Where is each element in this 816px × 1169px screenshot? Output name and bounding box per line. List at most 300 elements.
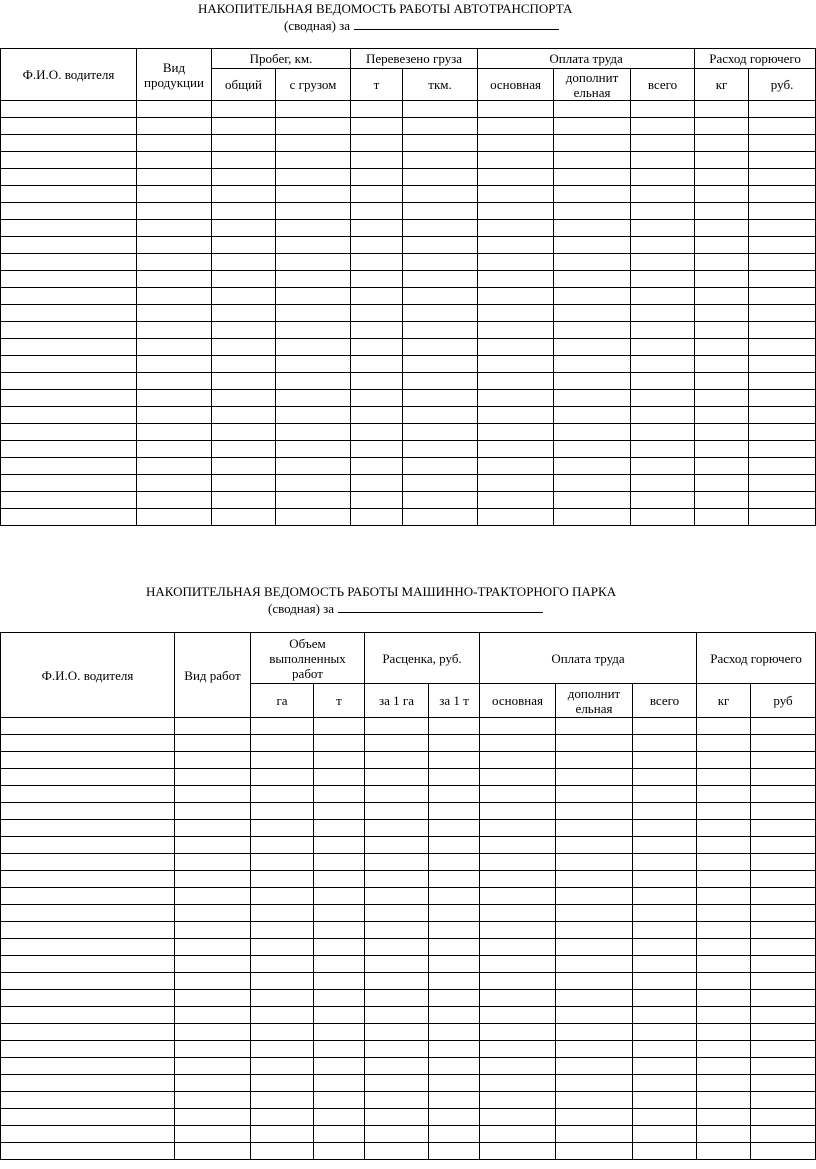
table-cell[interactable] (556, 905, 633, 922)
table-cell[interactable] (175, 837, 251, 854)
table-cell[interactable] (554, 475, 631, 492)
table-cell[interactable] (212, 492, 276, 509)
table-cell[interactable] (1, 871, 175, 888)
table-cell[interactable] (429, 820, 480, 837)
table-cell[interactable] (480, 837, 556, 854)
table-cell[interactable] (631, 101, 695, 118)
table-cell[interactable] (631, 220, 695, 237)
table-cell[interactable] (751, 973, 816, 990)
table-cell[interactable] (137, 288, 212, 305)
table-cell[interactable] (212, 203, 276, 220)
table-cell[interactable] (554, 169, 631, 186)
table-cell[interactable] (631, 118, 695, 135)
table-cell[interactable] (1, 322, 137, 339)
table-cell[interactable] (137, 390, 212, 407)
table-cell[interactable] (556, 939, 633, 956)
table-cell[interactable] (697, 990, 751, 1007)
table-cell[interactable] (365, 939, 429, 956)
table-cell[interactable] (403, 441, 478, 458)
table-cell[interactable] (314, 1143, 365, 1160)
table-cell[interactable] (697, 769, 751, 786)
table-cell[interactable] (429, 769, 480, 786)
table-cell[interactable] (1, 1007, 175, 1024)
table-cell[interactable] (276, 237, 351, 254)
table-cell[interactable] (314, 752, 365, 769)
table-cell[interactable] (276, 424, 351, 441)
table-cell[interactable] (429, 1041, 480, 1058)
table-cell[interactable] (633, 1075, 697, 1092)
table-cell[interactable] (137, 458, 212, 475)
table-cell[interactable] (403, 390, 478, 407)
table-cell[interactable] (403, 407, 478, 424)
table-cell[interactable] (697, 888, 751, 905)
table-cell[interactable] (695, 288, 749, 305)
table-cell[interactable] (554, 271, 631, 288)
table-cell[interactable] (403, 220, 478, 237)
table-cell[interactable] (175, 803, 251, 820)
table-cell[interactable] (276, 152, 351, 169)
table-cell[interactable] (251, 1058, 314, 1075)
table-cell[interactable] (695, 169, 749, 186)
table-cell[interactable] (276, 271, 351, 288)
table-cell[interactable] (251, 1092, 314, 1109)
table-cell[interactable] (556, 769, 633, 786)
table-cell[interactable] (1, 441, 137, 458)
table-cell[interactable] (478, 492, 554, 509)
table-cell[interactable] (276, 169, 351, 186)
table-cell[interactable] (1, 888, 175, 905)
table-cell[interactable] (556, 973, 633, 990)
table-cell[interactable] (556, 922, 633, 939)
table-cell[interactable] (251, 752, 314, 769)
table-cell[interactable] (403, 509, 478, 526)
table-cell[interactable] (251, 1041, 314, 1058)
table-cell[interactable] (212, 424, 276, 441)
table-cell[interactable] (1, 956, 175, 973)
table-cell[interactable] (1, 1143, 175, 1160)
table-cell[interactable] (480, 1024, 556, 1041)
table-cell[interactable] (251, 905, 314, 922)
table-cell[interactable] (480, 956, 556, 973)
table-cell[interactable] (751, 718, 816, 735)
table-cell[interactable] (1, 735, 175, 752)
table-cell[interactable] (365, 1092, 429, 1109)
table-cell[interactable] (175, 1058, 251, 1075)
table-cell[interactable] (478, 203, 554, 220)
table-cell[interactable] (695, 509, 749, 526)
table-cell[interactable] (695, 475, 749, 492)
table-cell[interactable] (314, 1126, 365, 1143)
period-blank-line-2[interactable] (338, 602, 543, 613)
table-cell[interactable] (351, 390, 403, 407)
table-cell[interactable] (276, 305, 351, 322)
table-cell[interactable] (276, 288, 351, 305)
table-cell[interactable] (556, 837, 633, 854)
table-cell[interactable] (314, 871, 365, 888)
table-cell[interactable] (429, 973, 480, 990)
table-cell[interactable] (749, 288, 816, 305)
table-cell[interactable] (1, 769, 175, 786)
table-cell[interactable] (429, 888, 480, 905)
table-cell[interactable] (212, 305, 276, 322)
table-cell[interactable] (633, 837, 697, 854)
table-cell[interactable] (749, 169, 816, 186)
table-cell[interactable] (631, 492, 695, 509)
table-cell[interactable] (478, 407, 554, 424)
table-cell[interactable] (556, 990, 633, 1007)
table-cell[interactable] (478, 288, 554, 305)
table-cell[interactable] (251, 1007, 314, 1024)
table-cell[interactable] (633, 718, 697, 735)
table-cell[interactable] (695, 203, 749, 220)
table-cell[interactable] (251, 1075, 314, 1092)
table-cell[interactable] (478, 509, 554, 526)
table-cell[interactable] (251, 803, 314, 820)
table-cell[interactable] (478, 441, 554, 458)
table-cell[interactable] (365, 786, 429, 803)
table-cell[interactable] (212, 237, 276, 254)
table-cell[interactable] (1, 1109, 175, 1126)
table-cell[interactable] (697, 752, 751, 769)
table-cell[interactable] (429, 1126, 480, 1143)
table-cell[interactable] (212, 254, 276, 271)
table-cell[interactable] (1, 492, 137, 509)
table-cell[interactable] (556, 1092, 633, 1109)
table-cell[interactable] (695, 254, 749, 271)
table-cell[interactable] (751, 1143, 816, 1160)
table-cell[interactable] (697, 973, 751, 990)
table-cell[interactable] (403, 271, 478, 288)
table-cell[interactable] (351, 169, 403, 186)
table-cell[interactable] (314, 1041, 365, 1058)
table-cell[interactable] (251, 735, 314, 752)
table-cell[interactable] (749, 118, 816, 135)
table-cell[interactable] (351, 254, 403, 271)
table-cell[interactable] (749, 441, 816, 458)
table-cell[interactable] (403, 288, 478, 305)
table-cell[interactable] (697, 1126, 751, 1143)
table-cell[interactable] (175, 973, 251, 990)
table-cell[interactable] (633, 939, 697, 956)
table-cell[interactable] (556, 871, 633, 888)
table-cell[interactable] (480, 1007, 556, 1024)
table-cell[interactable] (1, 356, 137, 373)
table-cell[interactable] (175, 752, 251, 769)
table-cell[interactable] (697, 956, 751, 973)
table-cell[interactable] (633, 922, 697, 939)
table-cell[interactable] (478, 237, 554, 254)
table-cell[interactable] (137, 135, 212, 152)
table-cell[interactable] (695, 135, 749, 152)
table-cell[interactable] (749, 237, 816, 254)
table-cell[interactable] (365, 922, 429, 939)
table-cell[interactable] (314, 990, 365, 1007)
table-cell[interactable] (631, 475, 695, 492)
table-cell[interactable] (212, 339, 276, 356)
table-cell[interactable] (351, 509, 403, 526)
table-cell[interactable] (480, 803, 556, 820)
table-cell[interactable] (478, 390, 554, 407)
table-cell[interactable] (478, 254, 554, 271)
table-cell[interactable] (478, 220, 554, 237)
table-cell[interactable] (1, 186, 137, 203)
table-cell[interactable] (365, 752, 429, 769)
table-cell[interactable] (314, 973, 365, 990)
table-cell[interactable] (554, 339, 631, 356)
table-cell[interactable] (556, 956, 633, 973)
table-cell[interactable] (1, 1041, 175, 1058)
table-cell[interactable] (697, 1092, 751, 1109)
table-cell[interactable] (1, 786, 175, 803)
table-cell[interactable] (556, 1126, 633, 1143)
table-cell[interactable] (212, 135, 276, 152)
table-cell[interactable] (212, 288, 276, 305)
table-cell[interactable] (633, 769, 697, 786)
table-cell[interactable] (365, 803, 429, 820)
table-cell[interactable] (631, 186, 695, 203)
table-cell[interactable] (403, 135, 478, 152)
table-cell[interactable] (1, 271, 137, 288)
table-cell[interactable] (480, 939, 556, 956)
table-cell[interactable] (633, 786, 697, 803)
table-cell[interactable] (633, 1109, 697, 1126)
table-cell[interactable] (137, 356, 212, 373)
table-cell[interactable] (276, 458, 351, 475)
table-cell[interactable] (697, 803, 751, 820)
table-cell[interactable] (480, 1126, 556, 1143)
table-cell[interactable] (697, 854, 751, 871)
table-cell[interactable] (697, 871, 751, 888)
table-cell[interactable] (276, 441, 351, 458)
table-cell[interactable] (1, 101, 137, 118)
table-cell[interactable] (351, 356, 403, 373)
table-cell[interactable] (351, 118, 403, 135)
table-cell[interactable] (631, 169, 695, 186)
table-cell[interactable] (212, 458, 276, 475)
table-cell[interactable] (1, 922, 175, 939)
table-cell[interactable] (314, 820, 365, 837)
table-cell[interactable] (751, 837, 816, 854)
table-cell[interactable] (751, 888, 816, 905)
table-cell[interactable] (749, 203, 816, 220)
table-cell[interactable] (1, 1058, 175, 1075)
table-cell[interactable] (429, 1075, 480, 1092)
table-cell[interactable] (175, 956, 251, 973)
table-cell[interactable] (751, 1075, 816, 1092)
table-cell[interactable] (695, 407, 749, 424)
table-cell[interactable] (1, 1126, 175, 1143)
table-cell[interactable] (480, 1109, 556, 1126)
table-cell[interactable] (633, 1024, 697, 1041)
table-cell[interactable] (175, 820, 251, 837)
table-cell[interactable] (480, 905, 556, 922)
table-cell[interactable] (137, 220, 212, 237)
table-cell[interactable] (175, 1143, 251, 1160)
table-cell[interactable] (631, 373, 695, 390)
table-cell[interactable] (314, 1058, 365, 1075)
table-cell[interactable] (212, 220, 276, 237)
table-cell[interactable] (212, 322, 276, 339)
table-cell[interactable] (556, 854, 633, 871)
table-cell[interactable] (695, 305, 749, 322)
table-cell[interactable] (554, 322, 631, 339)
table-cell[interactable] (633, 1143, 697, 1160)
table-cell[interactable] (751, 1109, 816, 1126)
table-cell[interactable] (478, 169, 554, 186)
table-cell[interactable] (429, 939, 480, 956)
table-cell[interactable] (478, 135, 554, 152)
table-cell[interactable] (697, 837, 751, 854)
table-cell[interactable] (633, 871, 697, 888)
table-cell[interactable] (697, 735, 751, 752)
table-cell[interactable] (480, 786, 556, 803)
table-cell[interactable] (751, 752, 816, 769)
table-cell[interactable] (749, 356, 816, 373)
table-cell[interactable] (403, 237, 478, 254)
table-cell[interactable] (631, 237, 695, 254)
table-cell[interactable] (751, 786, 816, 803)
table-cell[interactable] (631, 458, 695, 475)
table-cell[interactable] (554, 288, 631, 305)
table-cell[interactable] (137, 169, 212, 186)
table-cell[interactable] (137, 509, 212, 526)
table-cell[interactable] (251, 837, 314, 854)
table-cell[interactable] (429, 1109, 480, 1126)
table-cell[interactable] (1, 475, 137, 492)
table-cell[interactable] (429, 735, 480, 752)
table-cell[interactable] (1, 1024, 175, 1041)
table-cell[interactable] (251, 922, 314, 939)
table-cell[interactable] (478, 271, 554, 288)
table-cell[interactable] (403, 475, 478, 492)
table-cell[interactable] (351, 101, 403, 118)
table-cell[interactable] (429, 871, 480, 888)
table-cell[interactable] (554, 203, 631, 220)
table-cell[interactable] (365, 888, 429, 905)
table-cell[interactable] (175, 1092, 251, 1109)
table-cell[interactable] (751, 990, 816, 1007)
table-cell[interactable] (212, 101, 276, 118)
table-cell[interactable] (314, 922, 365, 939)
table-cell[interactable] (1, 458, 137, 475)
table-cell[interactable] (137, 203, 212, 220)
table-cell[interactable] (351, 475, 403, 492)
table-cell[interactable] (276, 373, 351, 390)
table-cell[interactable] (633, 735, 697, 752)
table-cell[interactable] (751, 735, 816, 752)
table-cell[interactable] (697, 1143, 751, 1160)
table-cell[interactable] (633, 803, 697, 820)
table-cell[interactable] (633, 905, 697, 922)
table-cell[interactable] (251, 820, 314, 837)
table-cell[interactable] (137, 237, 212, 254)
table-cell[interactable] (554, 305, 631, 322)
table-cell[interactable] (365, 1007, 429, 1024)
table-cell[interactable] (695, 458, 749, 475)
table-cell[interactable] (1, 118, 137, 135)
table-cell[interactable] (556, 888, 633, 905)
table-cell[interactable] (556, 803, 633, 820)
table-cell[interactable] (1, 905, 175, 922)
table-cell[interactable] (276, 101, 351, 118)
table-cell[interactable] (631, 441, 695, 458)
period-blank-line[interactable] (354, 19, 559, 30)
table-cell[interactable] (365, 1024, 429, 1041)
table-cell[interactable] (1, 339, 137, 356)
table-cell[interactable] (1, 752, 175, 769)
table-cell[interactable] (175, 735, 251, 752)
table-cell[interactable] (478, 186, 554, 203)
table-cell[interactable] (1, 820, 175, 837)
table-cell[interactable] (314, 905, 365, 922)
table-cell[interactable] (697, 1041, 751, 1058)
table-cell[interactable] (351, 373, 403, 390)
table-cell[interactable] (749, 339, 816, 356)
table-cell[interactable] (175, 1041, 251, 1058)
table-cell[interactable] (554, 118, 631, 135)
table-cell[interactable] (351, 135, 403, 152)
table-cell[interactable] (251, 939, 314, 956)
table-cell[interactable] (480, 1041, 556, 1058)
table-cell[interactable] (403, 492, 478, 509)
table-cell[interactable] (429, 718, 480, 735)
table-cell[interactable] (480, 1092, 556, 1109)
table-cell[interactable] (556, 1058, 633, 1075)
table-cell[interactable] (695, 356, 749, 373)
table-cell[interactable] (633, 1058, 697, 1075)
table-cell[interactable] (751, 939, 816, 956)
table-cell[interactable] (749, 492, 816, 509)
table-cell[interactable] (749, 101, 816, 118)
table-cell[interactable] (175, 1007, 251, 1024)
table-cell[interactable] (175, 786, 251, 803)
table-cell[interactable] (314, 837, 365, 854)
table-cell[interactable] (556, 820, 633, 837)
table-cell[interactable] (276, 475, 351, 492)
table-cell[interactable] (276, 220, 351, 237)
table-cell[interactable] (1, 424, 137, 441)
table-cell[interactable] (314, 888, 365, 905)
table-cell[interactable] (695, 322, 749, 339)
table-cell[interactable] (697, 939, 751, 956)
table-cell[interactable] (365, 1109, 429, 1126)
table-cell[interactable] (749, 509, 816, 526)
table-cell[interactable] (631, 339, 695, 356)
table-cell[interactable] (633, 990, 697, 1007)
table-cell[interactable] (554, 237, 631, 254)
table-cell[interactable] (137, 424, 212, 441)
table-cell[interactable] (554, 458, 631, 475)
table-cell[interactable] (403, 356, 478, 373)
table-cell[interactable] (351, 186, 403, 203)
table-cell[interactable] (751, 854, 816, 871)
table-cell[interactable] (749, 458, 816, 475)
table-cell[interactable] (276, 407, 351, 424)
table-cell[interactable] (137, 254, 212, 271)
table-cell[interactable] (556, 1143, 633, 1160)
table-cell[interactable] (403, 458, 478, 475)
table-cell[interactable] (749, 186, 816, 203)
table-cell[interactable] (314, 1075, 365, 1092)
table-cell[interactable] (1, 152, 137, 169)
table-cell[interactable] (1, 305, 137, 322)
table-cell[interactable] (314, 1092, 365, 1109)
table-cell[interactable] (556, 786, 633, 803)
table-cell[interactable] (749, 135, 816, 152)
table-cell[interactable] (556, 1024, 633, 1041)
table-cell[interactable] (351, 271, 403, 288)
table-cell[interactable] (137, 322, 212, 339)
